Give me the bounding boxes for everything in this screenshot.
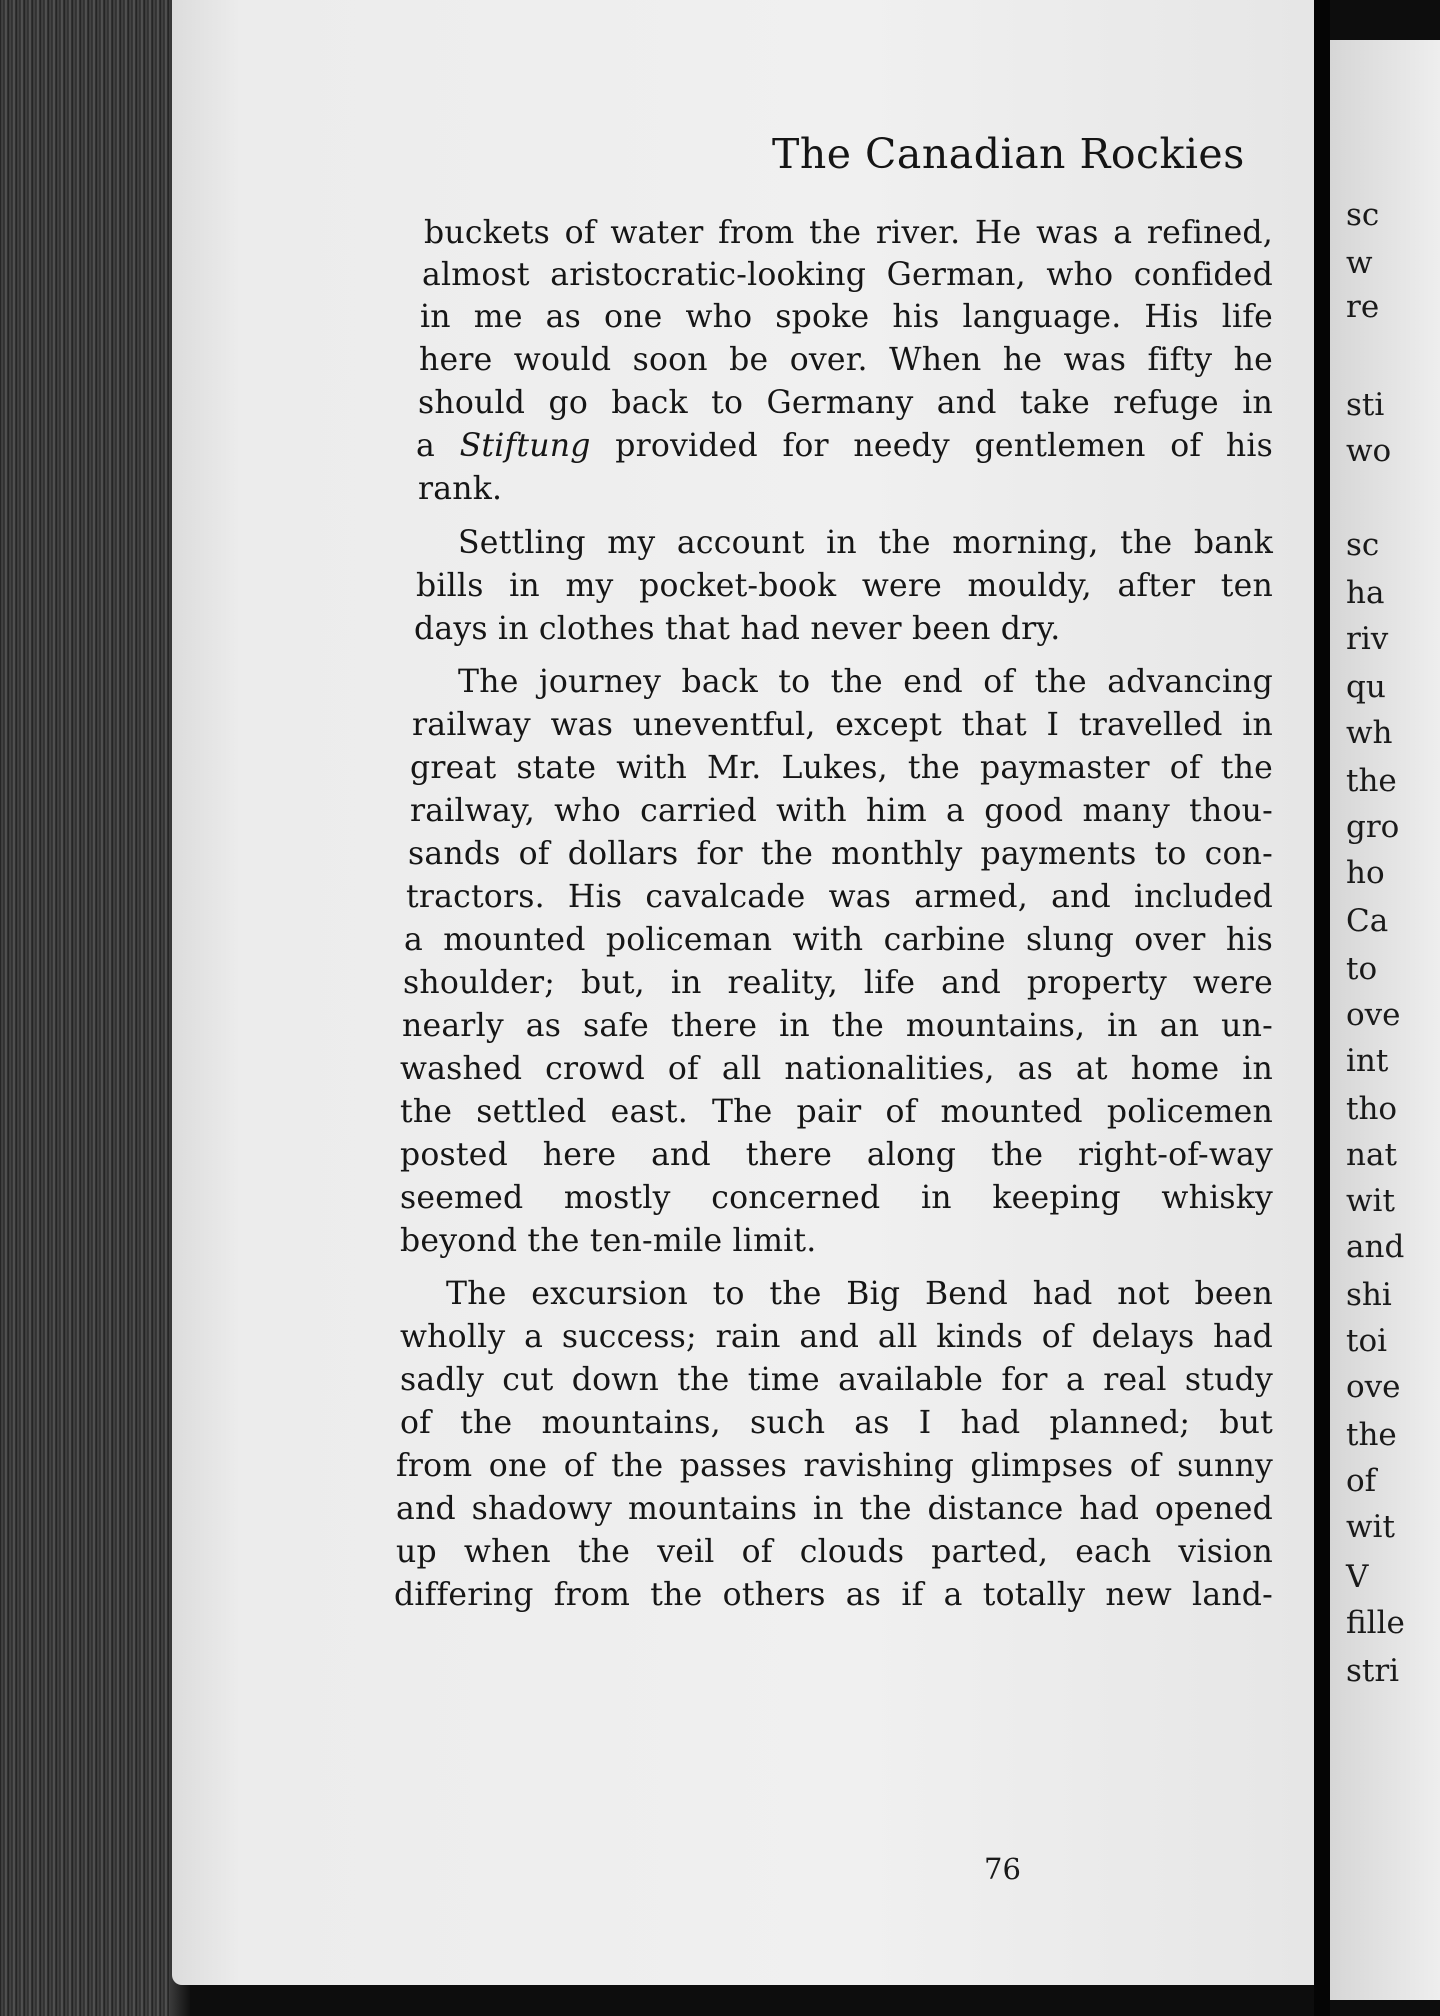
text-line: from one of the passes ravishing glimpses of sunny: [396, 1448, 1273, 1484]
facing-page-fragment: sc: [1346, 197, 1380, 233]
facing-page-fragment: toi: [1346, 1323, 1388, 1359]
facing-page-fragment: riv: [1346, 621, 1389, 657]
text-line: Settling my account in the morning, the bank: [458, 525, 1273, 561]
text-line: up when the veil of clouds parted, each vision: [396, 1534, 1273, 1570]
page-number: 76: [984, 1852, 1021, 1886]
text-line: and shadowy mountains in the distance had opened: [396, 1491, 1273, 1527]
text-line: a mounted policeman with carbine slung over his: [404, 922, 1273, 958]
facing-page-fragment: wit: [1346, 1509, 1395, 1545]
text-line: here would soon be over. When he was fifty he: [419, 342, 1273, 378]
text-line: posted here and there along the right-of-way: [400, 1137, 1273, 1173]
book-gutter: [1314, 0, 1330, 2016]
text-line: wholly a success; rain and all kinds of delays had: [400, 1319, 1273, 1355]
facing-page-fragment: gro: [1346, 809, 1400, 845]
facing-page-fragment: wo: [1346, 433, 1392, 469]
text-line: sadly cut down the time available for a real study: [400, 1362, 1273, 1398]
text-line: nearly as safe there in the mountains, in an un-: [402, 1008, 1273, 1044]
text-line: The excursion to the Big Bend had not been: [446, 1276, 1273, 1312]
text-line: a Stiftung provided for needy gentlemen of his: [416, 428, 1273, 464]
facing-page-fragment: the: [1346, 1417, 1397, 1453]
text-line: sands of dollars for the monthly payments to con-: [408, 836, 1273, 872]
facing-page-fragment: qu: [1346, 669, 1386, 705]
text-line: should go back to Germany and take refuge in: [418, 385, 1273, 421]
facing-page-fragment: V: [1346, 1559, 1369, 1595]
facing-page-fragment: sc: [1346, 527, 1380, 563]
facing-page-fragment: ove: [1346, 997, 1401, 1033]
text-line: railway, who carried with him a good many thou-: [410, 793, 1273, 829]
text-line: buckets of water from the river. He was a refined,: [424, 215, 1273, 251]
text-line: in me as one who spoke his language. His life: [420, 299, 1273, 335]
text-line: differing from the others as if a totally new land-: [394, 1577, 1273, 1613]
facing-page-fragment: ove: [1346, 1369, 1401, 1405]
facing-page: [1330, 40, 1440, 2000]
facing-page-fragment: wit: [1346, 1183, 1395, 1219]
facing-page-fragment: tho: [1346, 1091, 1398, 1127]
facing-page-fragment: to: [1346, 951, 1378, 987]
facing-page-fragment: re: [1346, 289, 1380, 325]
page-stack-edge: [0, 0, 190, 2016]
text-line: bills in my pocket-book were mouldy, after ten: [416, 568, 1273, 604]
facing-page-fragment: ha: [1346, 575, 1385, 611]
facing-page-fragment: sti: [1346, 387, 1385, 423]
facing-page-fragment: the: [1346, 763, 1397, 799]
text-line: tractors. His cavalcade was armed, and included: [406, 879, 1273, 915]
text-line: The journey back to the end of the advancing: [458, 664, 1273, 700]
facing-page-fragment: wh: [1346, 715, 1393, 751]
text-line: the settled east. The pair of mounted policemen: [400, 1094, 1273, 1130]
facing-page-fragment: w: [1346, 245, 1373, 281]
text-line: rank.: [418, 471, 503, 507]
facing-page-fragment: of: [1346, 1463, 1377, 1499]
text-line: great state with Mr. Lukes, the paymaster of the: [410, 750, 1273, 786]
text-line: of the mountains, such as I had planned; but: [400, 1405, 1273, 1441]
text-line: washed crowd of all nationalities, as at home in: [400, 1051, 1273, 1087]
facing-page-fragment: ho: [1346, 855, 1385, 891]
running-head: The Canadian Rockies: [772, 130, 1245, 178]
facing-page-fragment: Ca: [1346, 903, 1389, 939]
facing-page-fragment: and: [1346, 1229, 1405, 1265]
book-page: [172, 0, 1314, 1985]
text-line: railway was uneventful, except that I travelled in: [412, 707, 1273, 743]
facing-page-fragment: int: [1346, 1043, 1389, 1079]
text-line: beyond the ten-mile limit.: [400, 1223, 817, 1259]
text-line: days in clothes that had never been dry.: [414, 611, 1061, 647]
facing-page-fragment: nat: [1346, 1137, 1397, 1173]
facing-page-fragment: shi: [1346, 1277, 1392, 1313]
text-line: almost aristocratic-looking German, who confided: [422, 257, 1273, 293]
text-line: seemed mostly concerned in keeping whisky: [400, 1180, 1273, 1216]
facing-page-fragment: fille: [1346, 1605, 1405, 1641]
facing-page-fragment: stri: [1346, 1653, 1400, 1689]
text-line: shoulder; but, in reality, life and property were: [403, 965, 1273, 1001]
